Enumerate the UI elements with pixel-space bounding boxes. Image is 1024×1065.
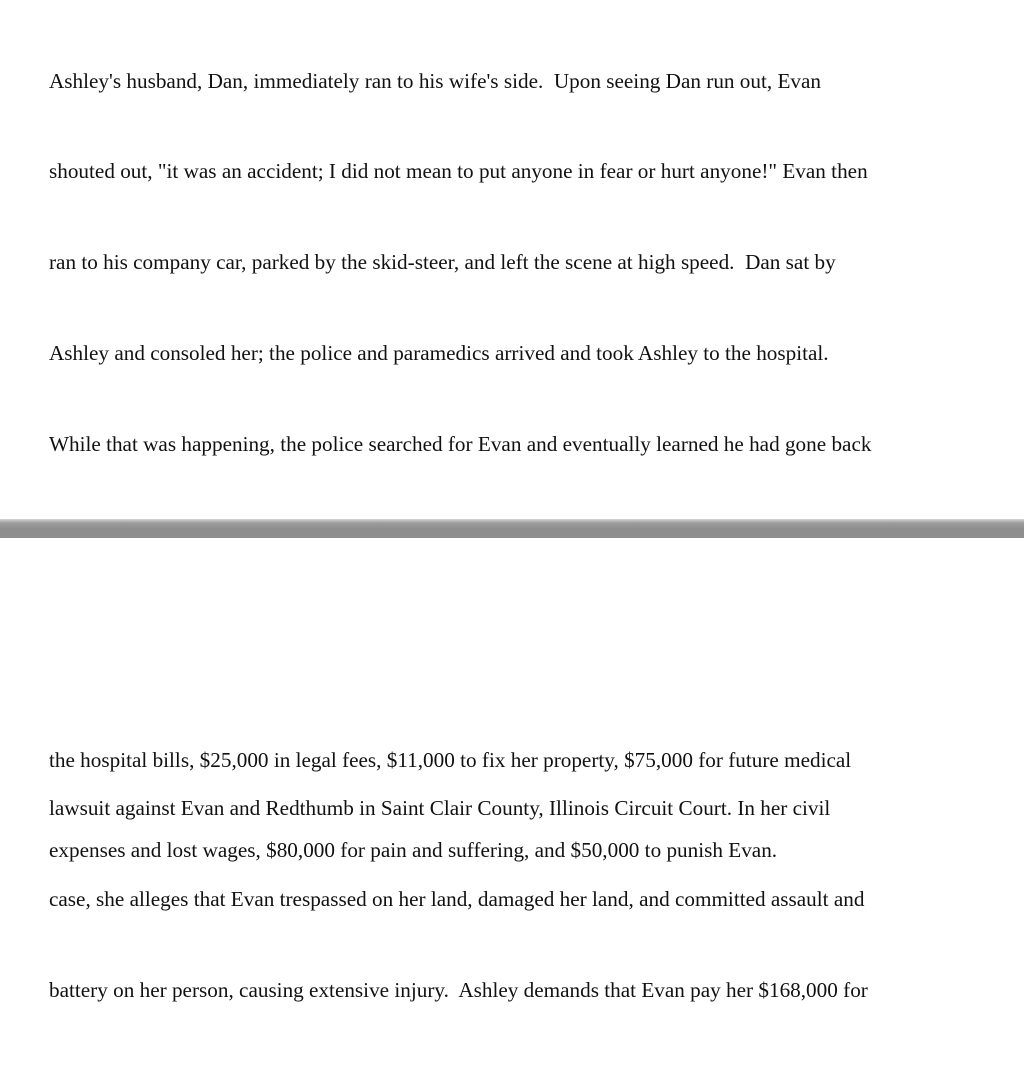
text-line: lawsuit against Evan and Redthumb in Saint Clair County, Illinois Circuit Court. In her civil <box>49 795 831 820</box>
text-line: shouted out, "it was an accident; I did not mean to put anyone in fear or hurt anyone!" Evan then <box>49 159 868 184</box>
text-line: expenses and lost wages, $80,000 for pain and suffering, and $50,000 to punish Evan. <box>49 838 778 863</box>
text-line: Ashley's husband, Dan, immediately ran to his wife's side. Upon seeing Dan run out, Evan <box>49 68 822 93</box>
text-line: battery on her person, causing extensive injury. Ashley demands that Evan pay her $168,000 for <box>49 977 868 1002</box>
text-line: the hospital bills, $25,000 in legal fees, $11,000 to fix her property, $75,000 for future medical <box>49 747 852 772</box>
text-line: Ashley and consoled her; the police and paramedics arrived and took Ashley to the hospital. <box>49 341 829 366</box>
text-line: case, she alleges that Evan trespassed on her land, damaged her land, and committed assault and <box>49 886 865 911</box>
page-break-divider <box>0 519 1024 538</box>
text-line: ran to his company car, parked by the skid-steer, and left the scene at high speed. Dan sat by <box>49 250 836 275</box>
body-paragraph-continued <box>49 684 1009 926</box>
text-line: While that was happening, the police searched for Evan and eventually learned he had gone back <box>49 432 872 457</box>
